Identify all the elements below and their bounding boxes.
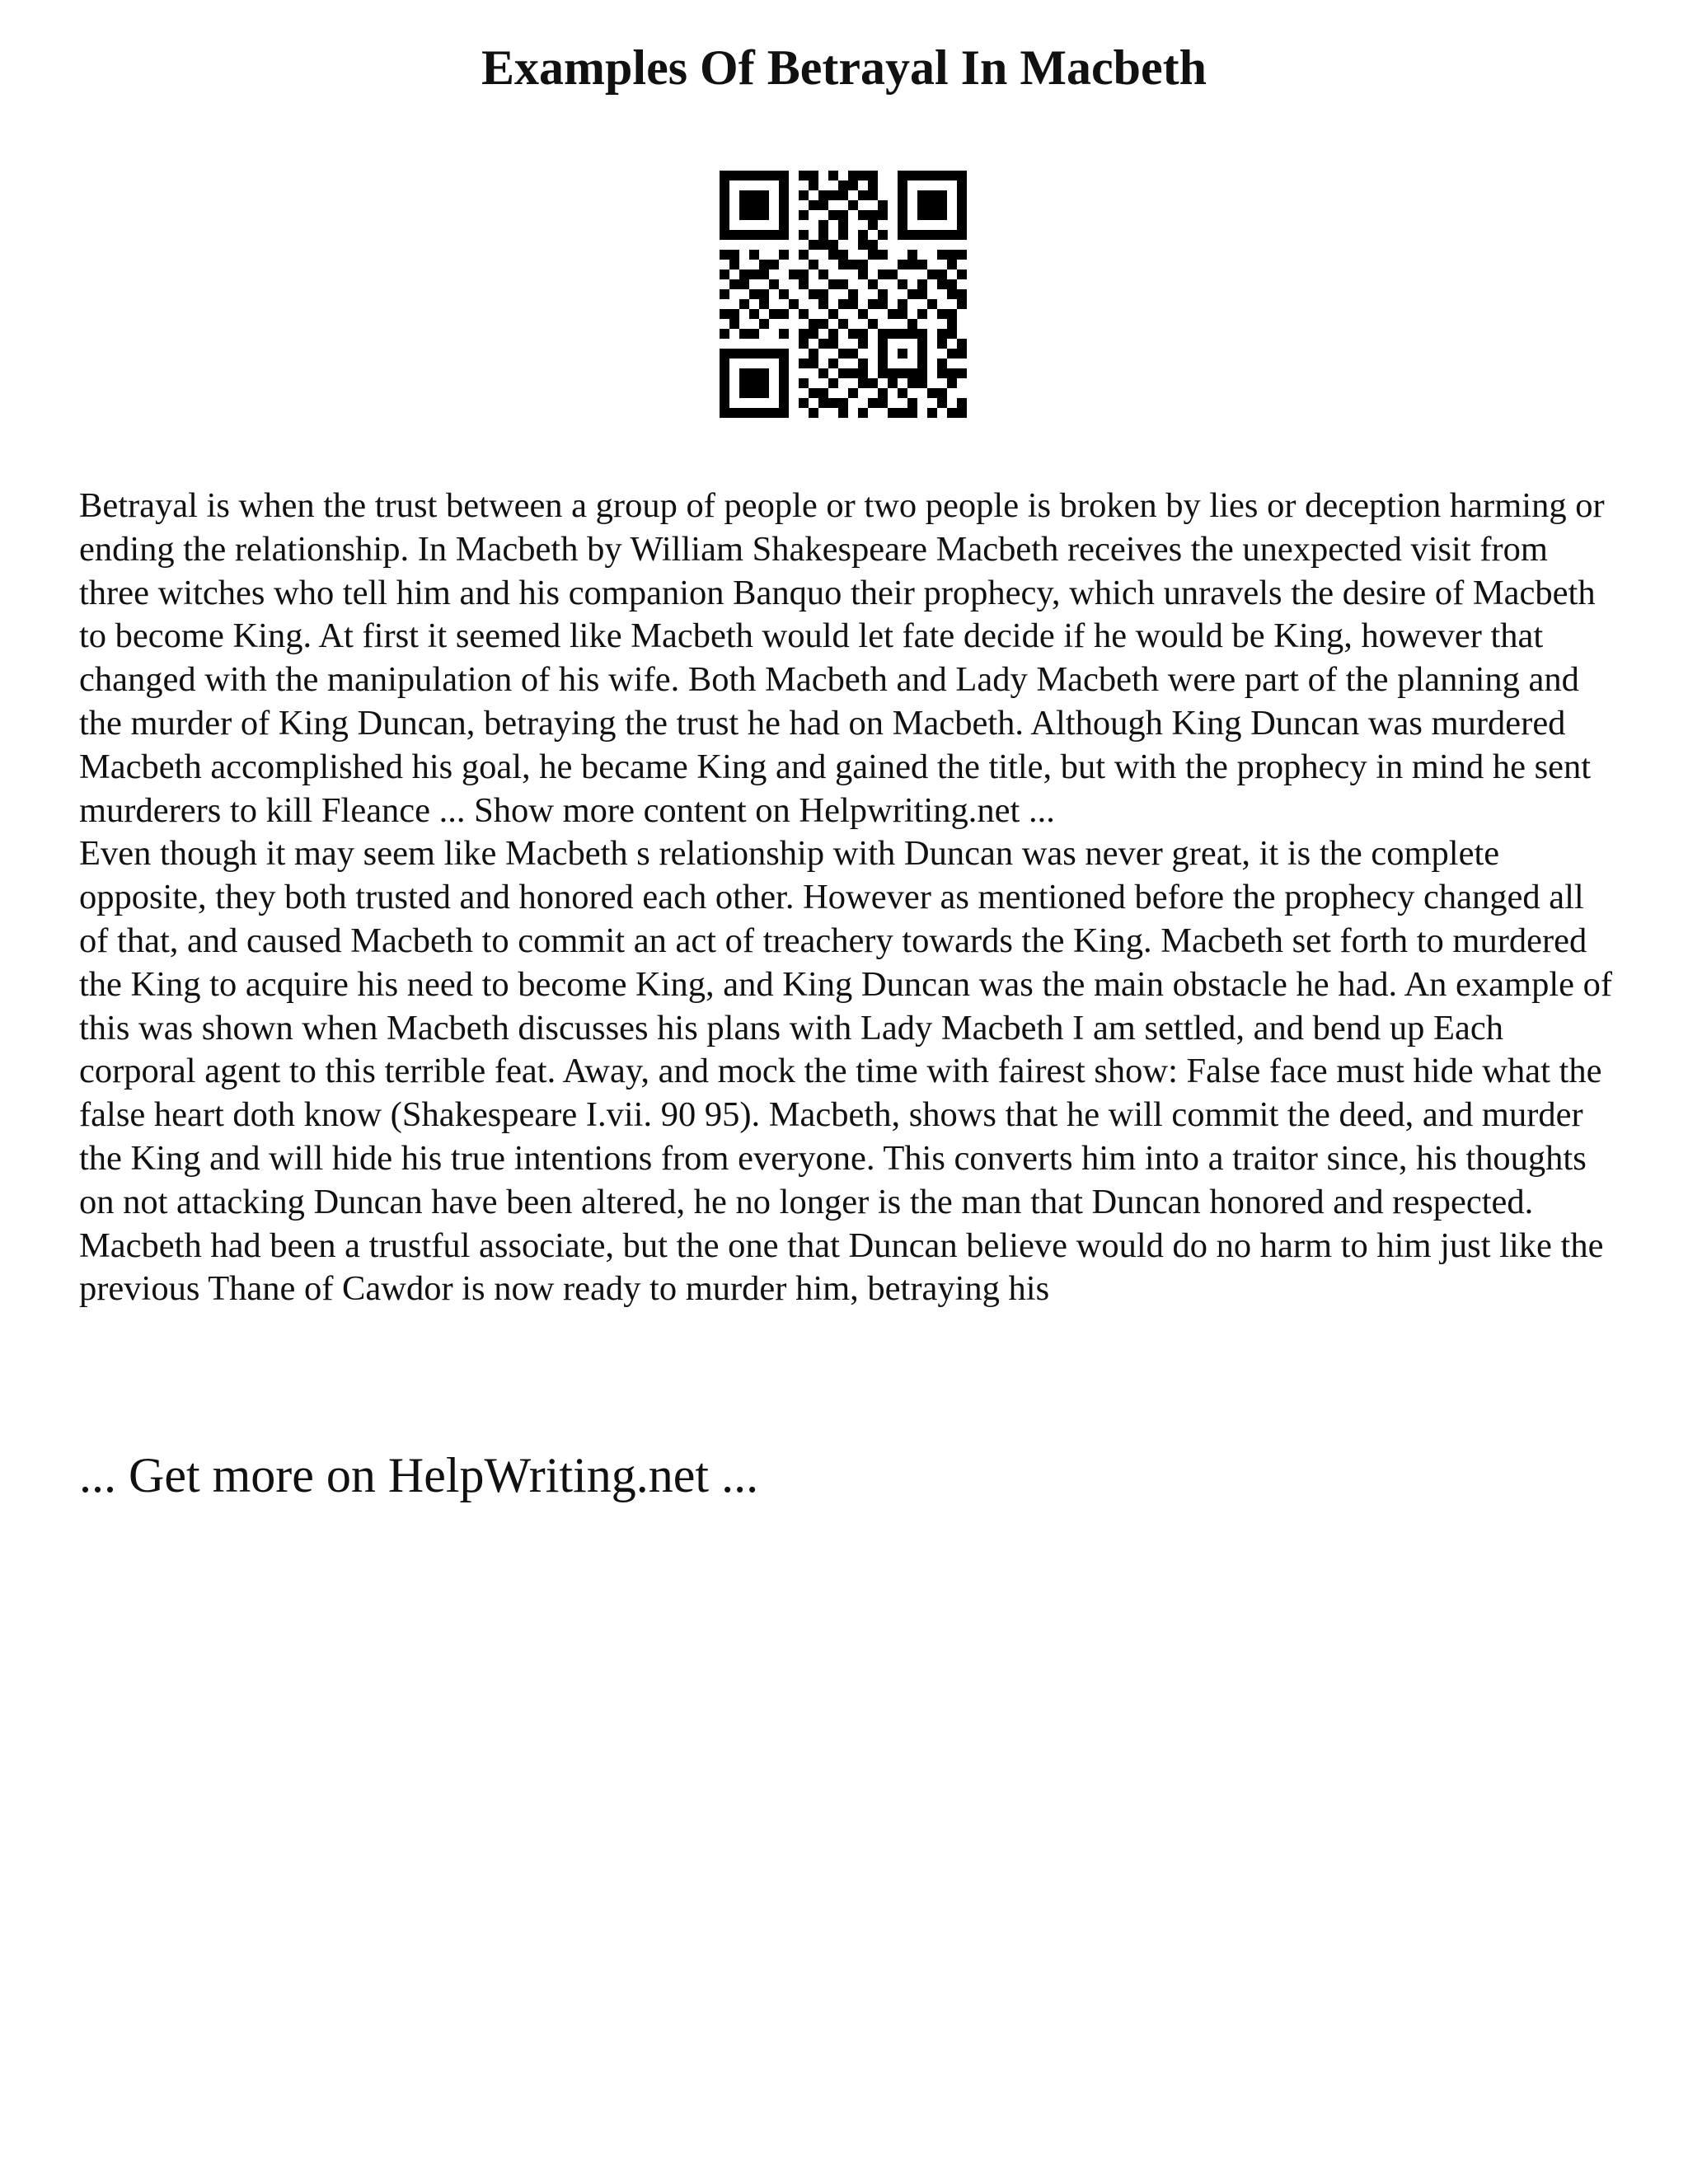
article-body [79,485,1620,1311]
page-title: Examples Of Betrayal In Macbeth [481,40,1207,95]
paragraph-1: Betrayal is when the trust between a group of people or two people is broken by lies or deception harming or ending the relationship. In Macbeth by William Shakespeare Macbeth receives the unexpected visit from three witches who tell him and his companion Banquo their prophecy, which unravels the desire of Macbeth to become King. At first it seemed like Macbeth would let fate decide if he would be King, however that changed with the manipulation of his wife. Both Macbeth and Lady Macbeth were part of the planning and the murder of King Duncan, betraying the trust he had on Macbeth. Although King Duncan was murdered Macbeth accomplished his goal, he became King and gained the title, but with the prophecy in mind he sent murderers to kill Fleance ... Show more content on Helpwriting.net ... [79,486,1605,830]
qr-code-icon [720,171,967,418]
paragraph-2: Even though it may seem like Macbeth s relationship with Duncan was never great, it is the complete opposite, they both trusted and honored each other. However as mentioned before the prophecy changed all of that, and caused Macbeth to commit an act of treachery towards the King. Macbeth set forth to murdered the King to acquire his need to become King, and King Duncan was the main obstacle he had. An example of this was shown when Macbeth discusses his plans with Lady Macbeth I am settled, and bend up Each corporal agent to this terrible feat. Away, and mock the time with fairest show: False face must hide what the false heart doth know (Shakespeare I.vii. 90 95). Macbeth, shows that he will commit the deed, and murder the King and will hide his true intentions from everyone. This converts him into a traitor since, his thoughts on not attacking Duncan have been altered, he no longer is the man that Duncan honored and respected. Macbeth had been a trustful associate, but the one that Duncan believe would do no harm to him just like the previous Thane of Cawdor is now ready to murder him, betraying his [79,834,1613,1309]
get-more-link[interactable]: ... Get more on HelpWriting.net ... [79,1448,759,1502]
